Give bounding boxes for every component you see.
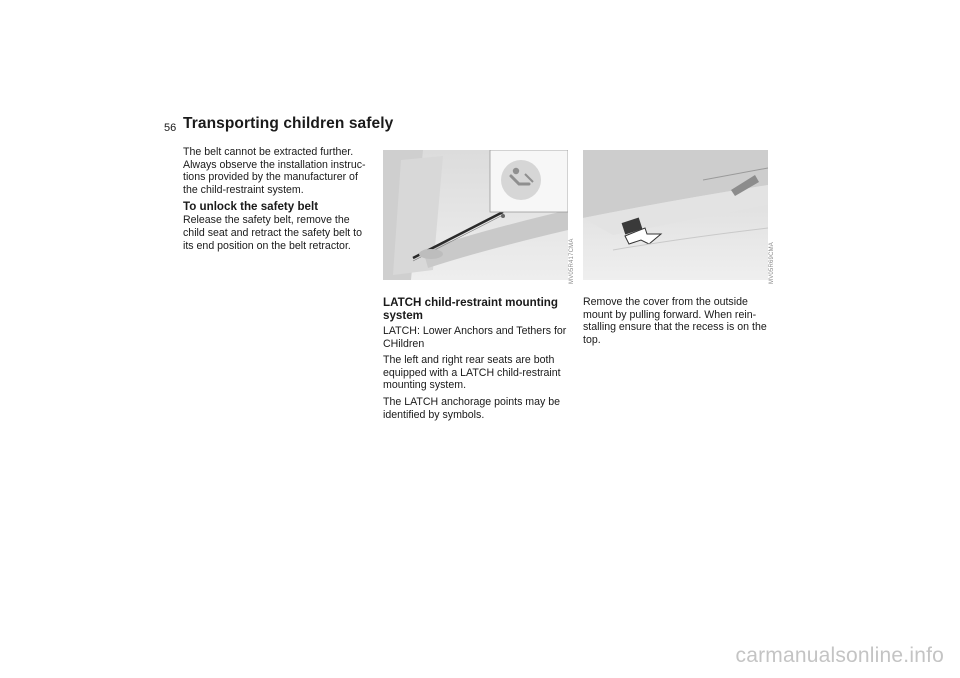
column-1 bbox=[183, 146, 373, 256]
column-2 bbox=[383, 296, 575, 425]
seat-illustration-1 bbox=[383, 150, 568, 280]
latch-symbol-icon bbox=[501, 160, 541, 200]
watermark: carmanualsonline.info bbox=[735, 644, 944, 667]
page-title: Transporting children safely bbox=[183, 115, 394, 132]
page-number: 56 bbox=[164, 122, 177, 134]
figure-code-2: MV05R69CMA bbox=[769, 241, 775, 284]
heading-latch-mounting-system: LATCH child-restraint mounting system bbox=[383, 296, 558, 322]
paragraph-release-belt: Release the safety belt, remove the child seat and retract the safety belt to its end position on the belt retractor. bbox=[183, 214, 363, 252]
paragraph-latch-definition: LATCH: Lower Anchors and Tethers for CHildren bbox=[383, 325, 567, 350]
paragraph-belt-cannot-extract: The belt cannot be extracted further. Always observe the installation instruc-tions provided by the manufacturer of the child-restraint system. bbox=[183, 146, 366, 196]
paragraph-rear-seats-equipped: The left and right rear seats are both equipped with a LATCH child-restraint mounting system. bbox=[383, 354, 561, 392]
figure-code-1: MV05R417CMA bbox=[569, 238, 575, 284]
heading-unlock-safety-belt: To unlock the safety belt bbox=[183, 200, 319, 214]
figure-remove-cover bbox=[583, 150, 768, 280]
figure-latch-anchor-symbol bbox=[383, 150, 568, 280]
seat-illustration-2 bbox=[583, 150, 768, 280]
column-3 bbox=[583, 296, 775, 350]
paragraph-anchorage-symbols: The LATCH anchorage points may be identified by symbols. bbox=[383, 395, 561, 421]
paragraph-remove-cover: Remove the cover from the outside mount by pulling forward. When rein-stalling ensure that the recess is on the top. bbox=[583, 296, 767, 346]
